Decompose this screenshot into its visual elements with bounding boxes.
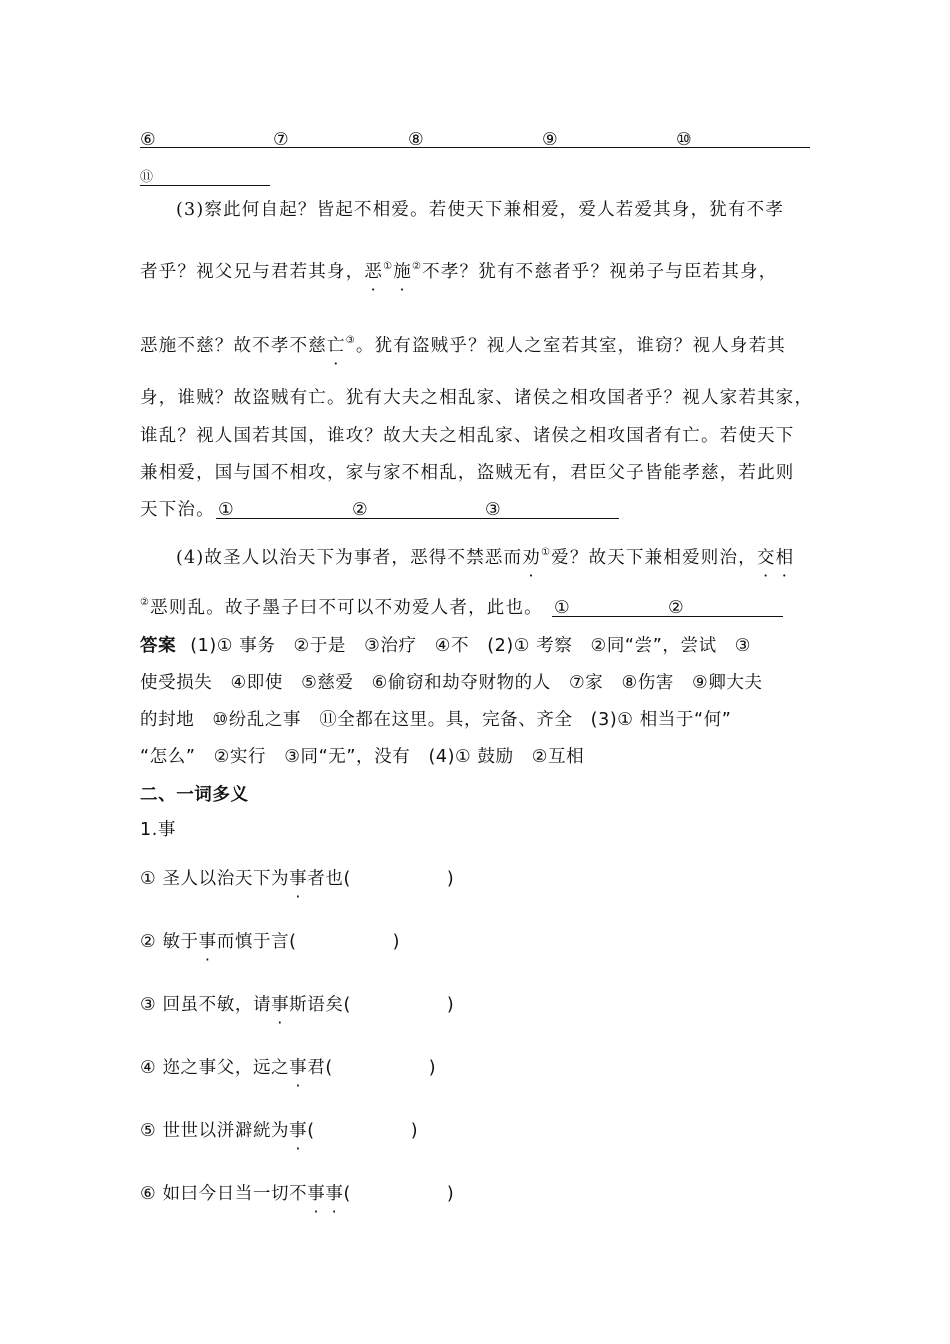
dotted-char: 事 (271, 995, 290, 1015)
dotted-char: 事 (307, 1184, 326, 1204)
passage-3-line-5: 谁乱？视人国若其国，谁攻？故大夫之相乱家、诸侯之相攻国者有亡。若使天下 (140, 426, 795, 446)
dotted-char: 事 (289, 1121, 308, 1141)
answer-line-1: 答案 (1)① 事务 ②于是 ③治疗 ④不 (2)① 考察 ②同“尝”，尝试 ③ (140, 636, 752, 656)
dotted-char: 事 (198, 932, 217, 952)
item-answer-blank[interactable] (333, 1055, 429, 1073)
answer-line-4: “怎么” ②实行 ③同“无”，没有 (4)① 鼓励 ②互相 (140, 747, 585, 767)
blank-marker-10: ⑩ (676, 130, 693, 150)
blank-marker-7: ⑦ (273, 130, 290, 150)
item-4: ④ 迩之事父，远之事君( ) (140, 1055, 436, 1080)
blank-marker-1: ① (218, 500, 235, 520)
blank-marker-1: ① (554, 598, 571, 618)
blank-marker-3: ③ (485, 500, 502, 520)
item-1: ① 圣人以治天下为事者也( ) (140, 866, 454, 891)
passage-3-line-6: 兼相爱，国与国不相攻，家与家不相乱，盗贼无有，君臣父子皆能孝慈，若此则 (140, 463, 795, 483)
passage-3-line-7: 天下治。 ① ② ③ (140, 498, 620, 522)
section-title: 二、一词多义 (140, 785, 249, 805)
answer-line-3: 的封地 ⑩纷乱之事 ⑪全都在这里。具，完备、齐全 (3)① 相当于“何” (140, 710, 732, 730)
dotted-char: 亡 (327, 336, 346, 356)
blank-marker-8: ⑧ (408, 130, 425, 150)
item-5: ⑤ 世世以洴澼絖为事( ) (140, 1118, 418, 1143)
item-2: ② 敏于事而慎于言( ) (140, 929, 400, 954)
passage-4-line-1: (4)故圣人以治天下为事者，恶得不禁恶而劝①爱？故天下兼相爱则治，交相 (176, 547, 795, 568)
answer-blank-line[interactable] (552, 616, 783, 617)
blank-marker-2: ② (352, 500, 369, 520)
item-answer-blank[interactable] (315, 1118, 411, 1136)
passage-3-line-2: 者乎？视父兄与君若其身，恶①施②不孝？犹有不慈者乎？视弟子与臣若其身， (140, 261, 778, 282)
blank-marker-9: ⑨ (542, 130, 559, 150)
item-3: ③ 回虽不敏，请事斯语矣( ) (140, 992, 454, 1017)
passage-3-line-4: 身，谁贼？故盗贼有亡。犹有大夫之相乱家、诸侯之相攻国者乎？视人家若其家， (140, 388, 814, 408)
answer-line-2: 使受损失 ④即使 ⑤慈爱 ⑥偷窃和劫夺财物的人 ⑦家 ⑧伤害 ⑨卿大夫 (140, 673, 763, 693)
dotted-char: 事 (289, 869, 308, 889)
answer-blank-line[interactable] (216, 518, 619, 519)
blank-marker-6: ⑥ (140, 130, 157, 150)
passage-3-line-1: (3)察此何自起？皆起不相爱。若使天下兼相爱，爱人若爱其身，犹有不孝 (176, 200, 785, 220)
dotted-char: 事 (289, 1058, 308, 1078)
blank-marker-11: ⑪ (140, 170, 154, 185)
passage-4-line-2: ②恶则乱。故子墨子曰不可以不劝爱人者，此也。 ① ② (140, 596, 785, 620)
item-answer-blank[interactable] (351, 1181, 447, 1199)
item-answer-blank[interactable] (351, 866, 447, 884)
dotted-char: 相 (775, 548, 795, 568)
section-sub-title: 1.事 (140, 820, 176, 840)
answer-blank-line[interactable] (140, 147, 810, 148)
answer-blank-line[interactable] (140, 185, 270, 186)
dotted-char: 交 (756, 548, 776, 568)
dotted-char: 施 (393, 262, 412, 282)
item-6: ⑥ 如曰今日当一切不事事( ) (140, 1181, 454, 1206)
item-answer-blank[interactable] (351, 992, 447, 1010)
answer-label: 答案 (140, 636, 177, 656)
dotted-char: 事 (325, 1184, 344, 1204)
passage-3-line-3: 恶施不慈？故不孝不慈亡③。犹有盗贼乎？视人之室若其室，谁窃？视人身若其 (140, 335, 786, 356)
dotted-char: 劝 (522, 548, 541, 568)
item-answer-blank[interactable] (297, 929, 393, 947)
dotted-char: 恶 (364, 262, 384, 282)
blank-marker-2: ② (668, 598, 685, 618)
